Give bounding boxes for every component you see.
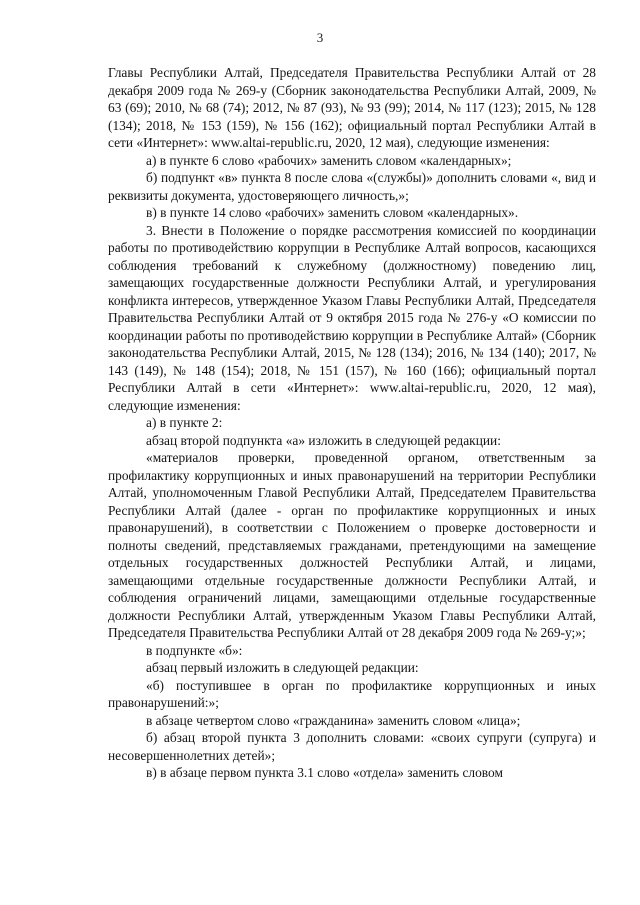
paragraph: абзац первый изложить в следующей редакции: bbox=[146, 660, 419, 675]
paragraph: Главы Республики Алтай, Председателя Правительства Республики Алтай от 28 декабря 2009 года № 269-у (Сборник законодательства Республики Алтай, 2009, № 63 (69); 2010, № 68 (74); 2012, № 87 (93), № 93 (99); 2014, № 117 (123); 2015, № 128 (134); 2018, № 153 (159), № 156 (162); официальный портал Республики Алтай в сети «Интернет»: www.altai-republic.ru, 2020, 12 мая), следующие изменения: bbox=[108, 65, 596, 150]
paragraph: б) абзац второй пункта 3 дополнить словами: «своих супруги (супруга) и несовершеннолетних детей»; bbox=[108, 730, 596, 763]
paragraph: а) в пункте 2: bbox=[146, 415, 223, 430]
paragraph: «материалов проверки, проведенной органом, ответственным за профилактику коррупционных и иных правонарушений на территории Республики Алтай, уполномоченным Главой Республики Алтай, Председателем Правительства Республики Алтай (далее - орган по профилактике коррупционных и иных правонарушений), в соответствии с Положением о проверке достоверности и полноты сведений, представляемых гражданами, претендующими на замещение отдельных государственных должностей Республики Алтай, и лицами, замещающими отдельные государственные должности Республики Алтай, и соблюдения ограничений лицами, замещающими отдельные государственные должности Республики Алтай, утвержденным Указом Главы Республики Алтай, Председателя Правительства Республики Алтай от 28 декабря 2009 года № 269-у;»; bbox=[108, 450, 596, 640]
paragraph: б) подпункт «в» пункта 8 после слова «(службы)» дополнить словами «, вид и реквизиты документа, удостоверяющего личность,»; bbox=[108, 170, 596, 203]
paragraph: в) в абзаце первом пункта 3.1 слово «отдела» заменить словом bbox=[146, 765, 503, 780]
page-number: 3 bbox=[316, 30, 324, 45]
paragraph: в абзаце четвертом слово «гражданина» заменить словом «лица»; bbox=[146, 712, 521, 728]
paragraph: а) в пункте 6 слово «рабочих» заменить словом «календарных»; bbox=[146, 152, 512, 168]
paragraph: в) в пункте 14 слово «рабочих» заменить словом «календарных». bbox=[146, 205, 519, 220]
document-body bbox=[108, 64, 596, 782]
paragraph: «б) поступившее в орган по профилактике коррупционных и иных правонарушений:»; bbox=[108, 677, 596, 710]
paragraph: абзац второй подпункта «а» изложить в следующей редакции: bbox=[146, 432, 501, 448]
paragraph: 3. Внести в Положение о порядке рассмотрения комиссией по координации работы по противодействию коррупции в Республике Алтай вопросов, касающихся соблюдения требований к служебному (должностному) поведению лиц, замещающих государственные должности Республики Алтай, и урегулирования конфликта интересов, утвержденное Указом Главы Республики Алтай, Председателя Правительства Республики Алтай от 9 октября 2015 года № 276-у «О комиссии по координации работы по противодействию коррупции в Республике Алтай» (Сборник законодательства Республики Алтай, 2015, № 128 (134); 2016, № 134 (140); 2017, № 143 (149), № 148 (154); 2018, № 151 (157), № 160 (166); официальный портал Республики Алтай в сети «Интернет»: www.altai-republic.ru, 2020, 12 мая), следующие изменения: bbox=[108, 222, 596, 413]
paragraph: в подпункте «б»: bbox=[146, 642, 243, 658]
